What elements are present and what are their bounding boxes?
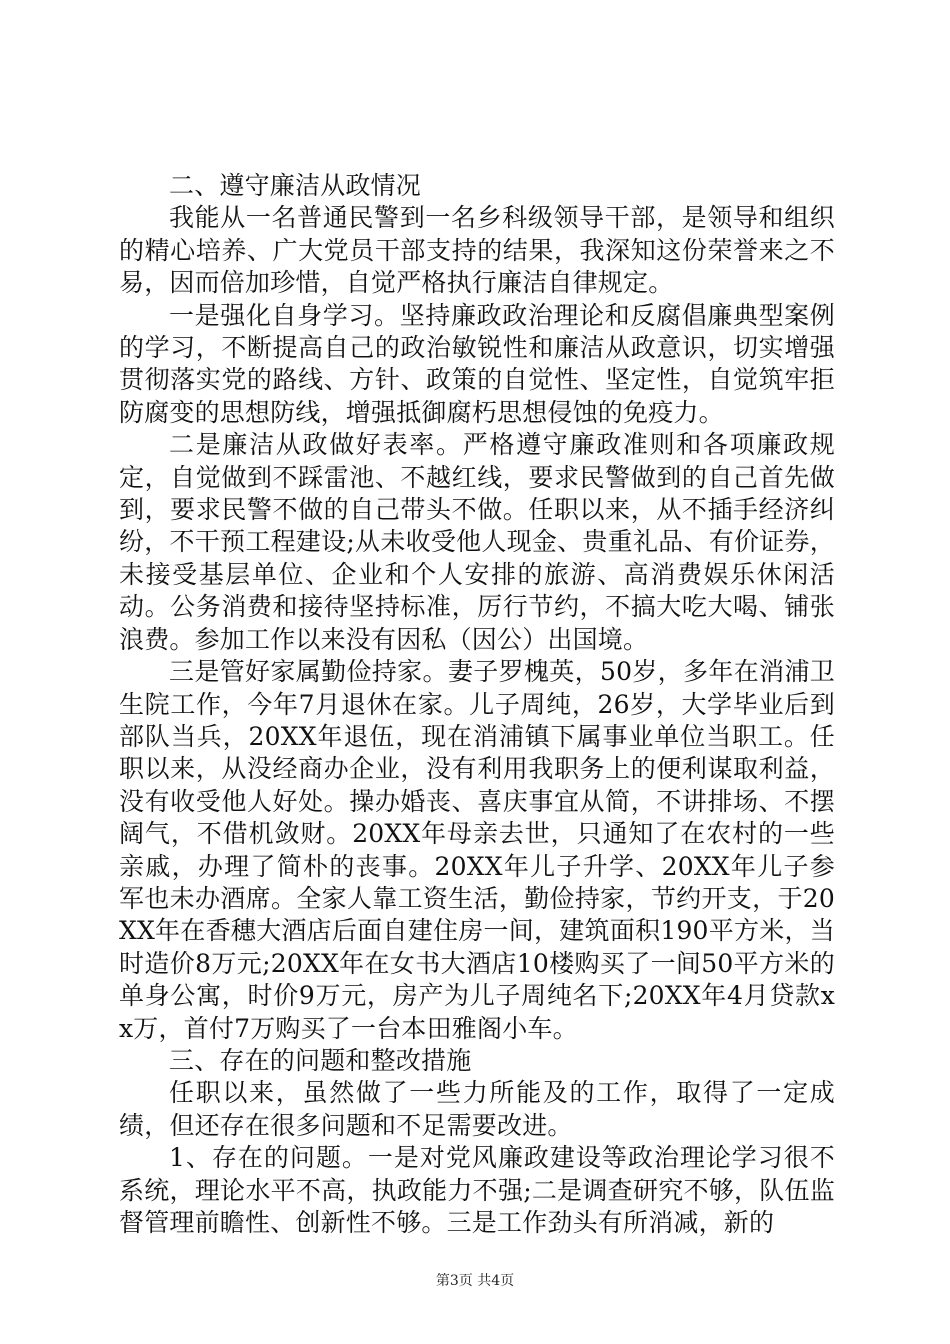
paragraph-intro: 我能从一名普通民警到一名乡科级领导干部，是领导和组织的精心培养、广大党员干部支持的结果，我深知这份荣誉来之不易，因而倍加珍惜，自觉严格执行廉洁自律规定。 bbox=[119, 203, 835, 298]
document-body bbox=[119, 170, 835, 1239]
paragraph-example: 二是廉洁从政做好表率。严格遵守廉政准则和各项廉政规定，自觉做到不踩雷池、不越红线，要求民警做到的自己首先做到，要求民警不做的自己带头不做。任职以来，从不插手经济纠纷，不干预工程建设;从未收受他人现金、贵重礼品、有价证券，未接受基层单位、企业和个人安排的旅游、高消费娱乐休闲活动。公务消费和接待坚持标准，厉行节约，不搞大吃大喝、铺张浪费。参加工作以来没有因私（因公）出国境。 bbox=[119, 430, 835, 654]
section-heading-problems: 三、存在的问题和整改措施 bbox=[169, 1045, 472, 1075]
section-heading-integrity: 二、遵守廉洁从政情况 bbox=[169, 171, 422, 200]
page-footer: 第3页 共4页 bbox=[435, 1273, 515, 1289]
paragraph-problems-list: 1、存在的问题。一是对党风廉政建设等政治理论学习很不系统，理论水平不高，执政能力不强;二是调查研究不够，队伍监督管理前瞻性、创新性不够。三是工作劲头有所消减，新的 bbox=[119, 1143, 835, 1237]
paragraph-study: 一是强化自身学习。坚持廉政政治理论和反腐倡廉典型案例的学习，不断提高自己的政治敏锐性和廉洁从政意识，切实增强贯彻落实党的路线、方针、政策的自觉性、坚定性，自觉筑牢拒防腐变的思想防线，增强抵御腐朽思想侵蚀的免疫力。 bbox=[119, 300, 835, 427]
paragraph-family: 三是管好家属勤俭持家。妻子罗槐英，50岁，多年在消浦卫生院工作，今年7月退休在家。儿子周纯，26岁，大学毕业后到部队当兵，20XX年退伍，现在消浦镇下属事业单位当职工。任职以来，从没经商办企业，没有利用我职务上的便利谋取利益，没有收受他人好处。操办婚丧、喜庆事宜从简，不讲排场、不摆阔气，不借机敛财。20XX年母亲去世，只通知了在农村的一些亲戚，办理了简朴的丧事。20XX年儿子升学、20XX年儿子参军也未办酒席。全家人靠工资生活，勤俭持家，节约开支，于20XX年在香穗大酒店后面自建住房一间，建筑面积190平方米，当时造价8万元;20XX年在女书大酒店10楼购买了一间50平方米的单身公寓，时价9万元，房产为儿子周纯名下;20XX年4月贷款xx万，首付7万购买了一台本田雅阁小车。 bbox=[119, 657, 835, 1043]
paragraph-problems-intro: 任职以来，虽然做了一些力所能及的工作，取得了一定成绩，但还存在很多问题和不足需要改进。 bbox=[119, 1078, 835, 1140]
